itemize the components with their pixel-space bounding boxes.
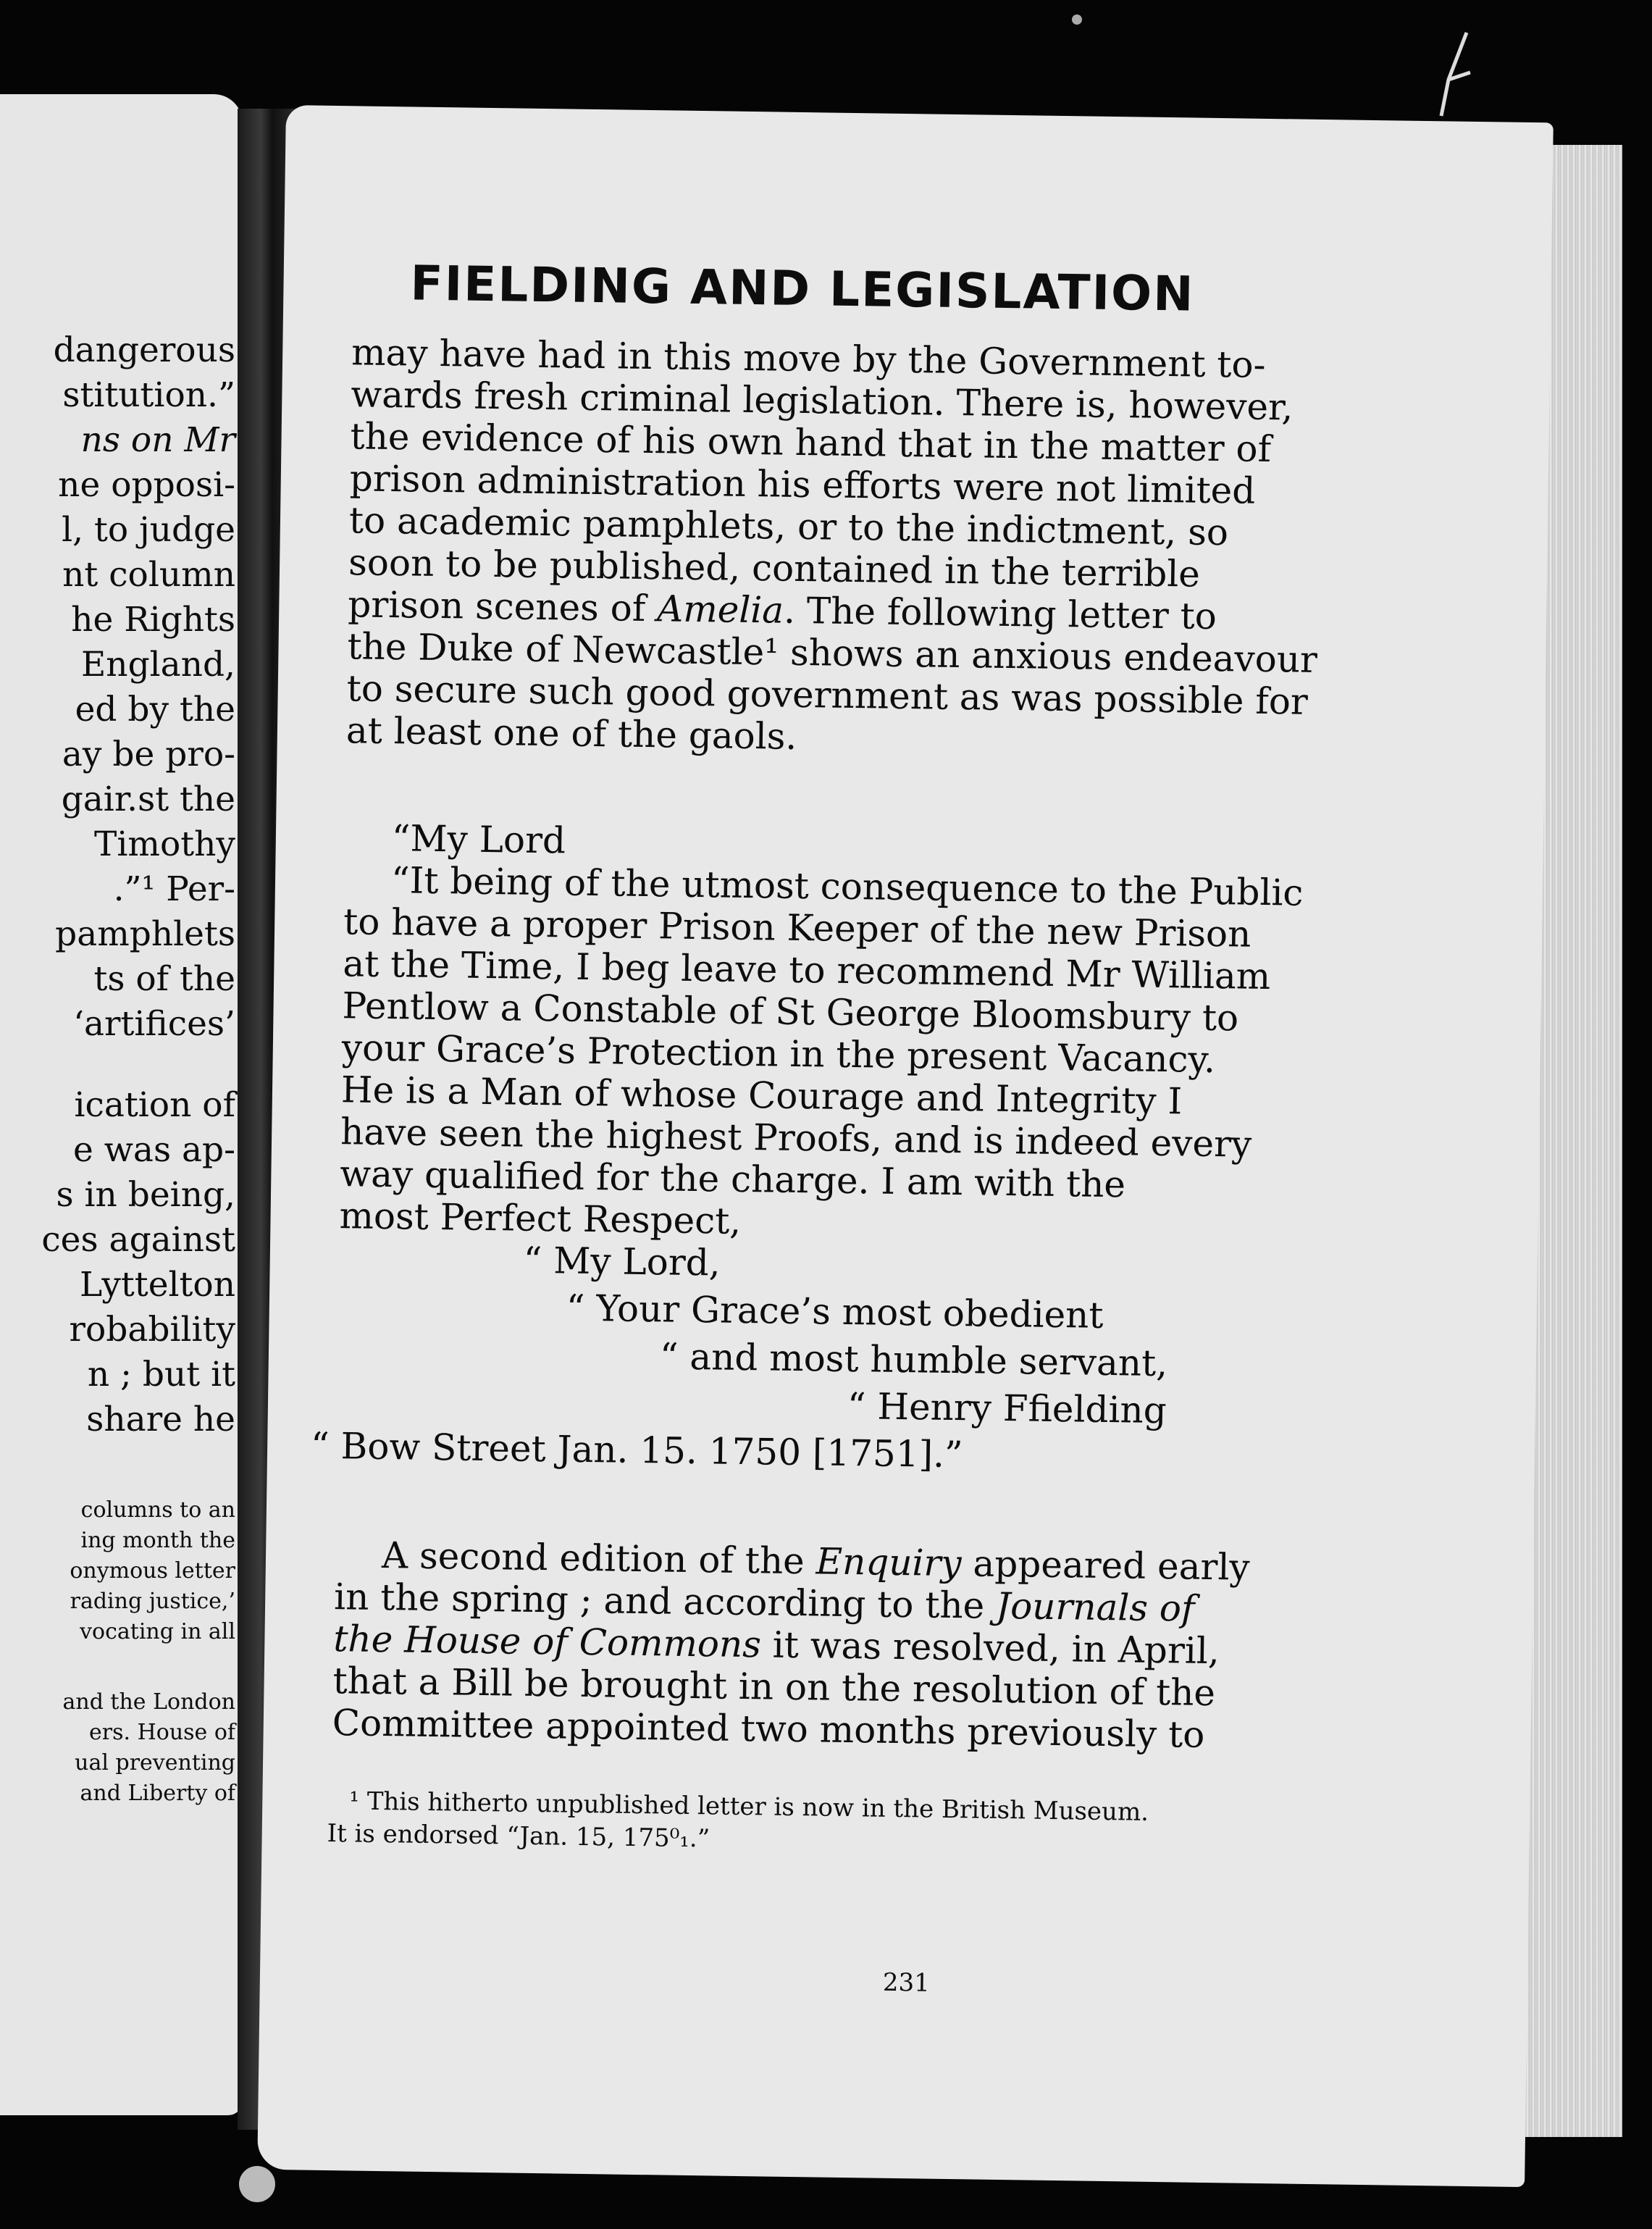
- left-page: [0, 94, 243, 2115]
- dust-blob: [239, 2166, 275, 2202]
- italic-title: Enquiry: [815, 1540, 963, 1585]
- left-footnote-line: rading justice,’: [70, 1589, 235, 1614]
- letter-signature: “ Henry Ffielding: [847, 1384, 1167, 1432]
- body-line: prison administration his efforts were not limited: [349, 457, 1256, 512]
- left-text-line: Lyttelton: [79, 1265, 235, 1305]
- left-text-line: stitution.”: [62, 375, 235, 415]
- left-text-line: ication of: [74, 1085, 235, 1125]
- body-line: to secure such good government as was possible for: [346, 667, 1309, 723]
- italic-title: Amelia: [656, 587, 784, 632]
- right-page: [257, 105, 1554, 2187]
- body-line: the evidence of his own hand that in the matter of: [350, 415, 1272, 471]
- left-footnote-line: ual preventing: [75, 1750, 235, 1776]
- left-text-line: nt column: [62, 555, 235, 595]
- body-line: soon to be published, contained in the terrible: [348, 541, 1201, 595]
- left-footnote-line: onymous letter: [70, 1558, 235, 1584]
- left-text-line: l, to judge: [62, 510, 235, 550]
- body-text: . The following letter to: [783, 589, 1217, 638]
- footnote-line: It is endorsed “Jan. 15, 175⁰₁.”: [327, 1819, 710, 1854]
- body-line: at least one of the gaols.: [345, 709, 797, 758]
- left-text-line: he Rights: [71, 600, 235, 640]
- left-text-line: Timothy: [94, 824, 235, 864]
- body-line: that a Bill be brought in on the resolution of the: [332, 1660, 1216, 1715]
- left-text-line: pamphlets: [55, 914, 235, 954]
- left-text-line: e was ap-: [72, 1130, 235, 1170]
- left-footnote-line: columns to an: [80, 1497, 235, 1523]
- left-footnote-line: and the London: [62, 1689, 235, 1715]
- left-text-line: .”¹ Per-: [113, 869, 235, 909]
- left-text-line: robability: [69, 1310, 235, 1350]
- left-text-line: ne opposi-: [58, 465, 235, 505]
- body-line: may have had in this move by the Government to-: [351, 331, 1266, 386]
- letter-line: way qualified for the charge. I am with the: [340, 1153, 1126, 1206]
- left-text-line: n ; but it: [87, 1355, 235, 1394]
- body-line: the Duke of Newcastle¹ shows an anxious endeavour: [347, 625, 1318, 681]
- left-text-line: England,: [80, 645, 235, 685]
- italic-title: Journals of: [995, 1584, 1195, 1630]
- left-text-line: ay be pro-: [62, 735, 235, 774]
- left-footnote-line: ers. House of: [89, 1720, 235, 1745]
- body-text: in the spring ; and according to the: [333, 1576, 997, 1627]
- body-line: to academic pamphlets, or to the indictment, so: [348, 499, 1229, 554]
- left-text-line: ces against: [41, 1220, 235, 1260]
- letter-line: He is a Man of whose Courage and Integrity I: [340, 1069, 1183, 1123]
- letter-closing: “ Your Grace’s most obedient: [566, 1287, 1104, 1337]
- dust-speck: [1072, 14, 1082, 25]
- letter-salutation: “ My Lord,: [523, 1239, 721, 1284]
- left-footnote-line: ing month the: [80, 1528, 235, 1553]
- body-text: appeared early: [961, 1542, 1251, 1589]
- left-text-line: ts of the: [93, 959, 235, 999]
- letter-line: your Grace’s Protection in the present Vacancy.: [341, 1026, 1216, 1082]
- page-number: 231: [882, 1967, 931, 1998]
- body-text: it was resolved, in April,: [760, 1623, 1220, 1673]
- left-text-line: dangerous: [53, 330, 235, 370]
- left-footnote-line: and Liberty of: [80, 1781, 235, 1806]
- left-text-line: ed by the: [75, 690, 235, 729]
- running-header: FIELDING AND LEGISLATION: [410, 255, 1195, 322]
- letter-line: “It being of the utmost consequence to the Public: [390, 859, 1304, 914]
- letter-line: “My Lord: [391, 817, 566, 862]
- left-text-line: ns on Mr: [80, 420, 235, 460]
- letter-line: have seen the highest Proofs, and is indeed every: [340, 1111, 1252, 1166]
- letter-dateline: “ Bow Street Jan. 15. 1750 [1751].”: [310, 1424, 963, 1476]
- letter-closing: “ and most humble servant,: [659, 1335, 1168, 1385]
- left-text-line: gair.st the: [61, 779, 235, 819]
- letter-line: at the Time, I beg leave to recommend Mr William: [343, 942, 1271, 998]
- left-footnote-line: vocating in all: [80, 1619, 235, 1644]
- italic-title: the House of Commons: [333, 1618, 762, 1666]
- letter-line: most Perfect Respect,: [339, 1195, 742, 1242]
- left-text-line: ‘artifices’: [73, 1004, 235, 1044]
- body-text: A second edition of the: [381, 1534, 817, 1583]
- left-text-line: s in being,: [56, 1175, 235, 1215]
- body-line: wards fresh criminal legislation. There is, however,: [351, 373, 1293, 429]
- left-text-line: share he: [86, 1400, 235, 1439]
- body-line: Committee appointed two months previously to: [332, 1702, 1205, 1756]
- pencil-mark-icon: [1427, 29, 1485, 123]
- footnote-line: ¹ This hitherto unpublished letter is now in the British Museum.: [349, 1786, 1149, 1827]
- body-text: prison scenes of: [347, 583, 658, 630]
- letter-line: to have a proper Prison Keeper of the new Prison: [343, 900, 1251, 955]
- letter-line: Pentlow a Constable of St George Bloomsbury to: [342, 984, 1239, 1040]
